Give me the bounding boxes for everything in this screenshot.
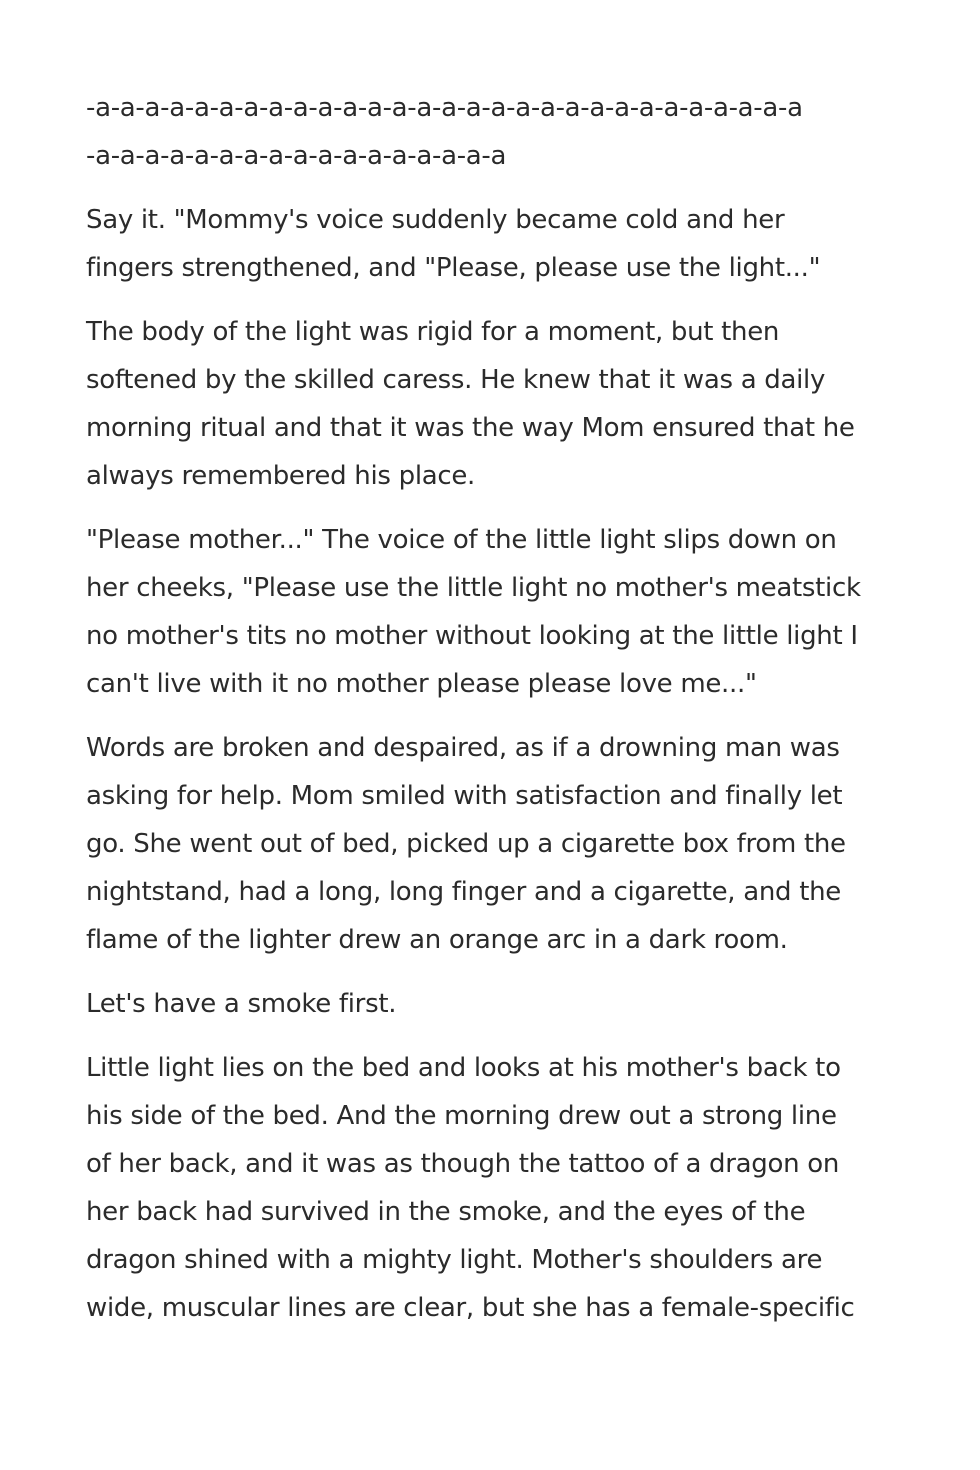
- paragraph-5: [86, 724, 896, 964]
- text-line: Let's have a smoke first.: [86, 989, 397, 1019]
- text-line: can't live with it no mother please please love me...": [86, 669, 757, 699]
- reader-page: [86, 84, 896, 1348]
- text-line: Say it. "Mommy's voice suddenly became cold and her: [86, 205, 785, 235]
- text-line: wide, muscular lines are clear, but she has a female-specific: [86, 1293, 855, 1323]
- text-line: "Please mother..." The voice of the little light slips down on: [86, 525, 837, 555]
- text-line: Little light lies on the bed and looks at his mother's back to: [86, 1053, 841, 1083]
- text-line: softened by the skilled caress. He knew that it was a daily: [86, 365, 826, 395]
- text-line: asking for help. Mom smiled with satisfaction and finally let: [86, 781, 843, 811]
- text-line: dragon shined with a mighty light. Mother's shoulders are: [86, 1245, 823, 1275]
- paragraph-6: [86, 980, 896, 1028]
- text-line: -a-a-a-a-a-a-a-a-a-a-a-a-a-a-a-a-a: [86, 141, 507, 171]
- text-line: flame of the lighter drew an orange arc in a dark room.: [86, 925, 788, 955]
- text-line: always remembered his place.: [86, 461, 476, 491]
- paragraph-4: [86, 516, 896, 708]
- text-line: -a-a-a-a-a-a-a-a-a-a-a-a-a-a-a-a-a-a-a-a-a-a-a-a-a-a-a-a-a: [86, 93, 803, 123]
- text-line: her cheeks, "Please use the little light no mother's meatstick: [86, 573, 861, 603]
- paragraph-2: [86, 196, 896, 292]
- text-line: his side of the bed. And the morning drew out a strong line: [86, 1101, 837, 1131]
- text-line: go. She went out of bed, picked up a cigarette box from the: [86, 829, 846, 859]
- text-line: no mother's tits no mother without looking at the little light I: [86, 621, 858, 651]
- text-line: of her back, and it was as though the tattoo of a dragon on: [86, 1149, 840, 1179]
- paragraph-7: [86, 1044, 896, 1332]
- paragraph-3: [86, 308, 896, 500]
- text-line: morning ritual and that it was the way Mom ensured that he: [86, 413, 855, 443]
- text-line: nightstand, had a long, long finger and a cigarette, and the: [86, 877, 841, 907]
- text-line: The body of the light was rigid for a moment, but then: [86, 317, 780, 347]
- text-line: fingers strengthened, and "Please, please use the light...": [86, 253, 821, 283]
- paragraph-1: [86, 84, 896, 180]
- text-line: Words are broken and despaired, as if a drowning man was: [86, 733, 840, 763]
- text-line: her back had survived in the smoke, and the eyes of the: [86, 1197, 806, 1227]
